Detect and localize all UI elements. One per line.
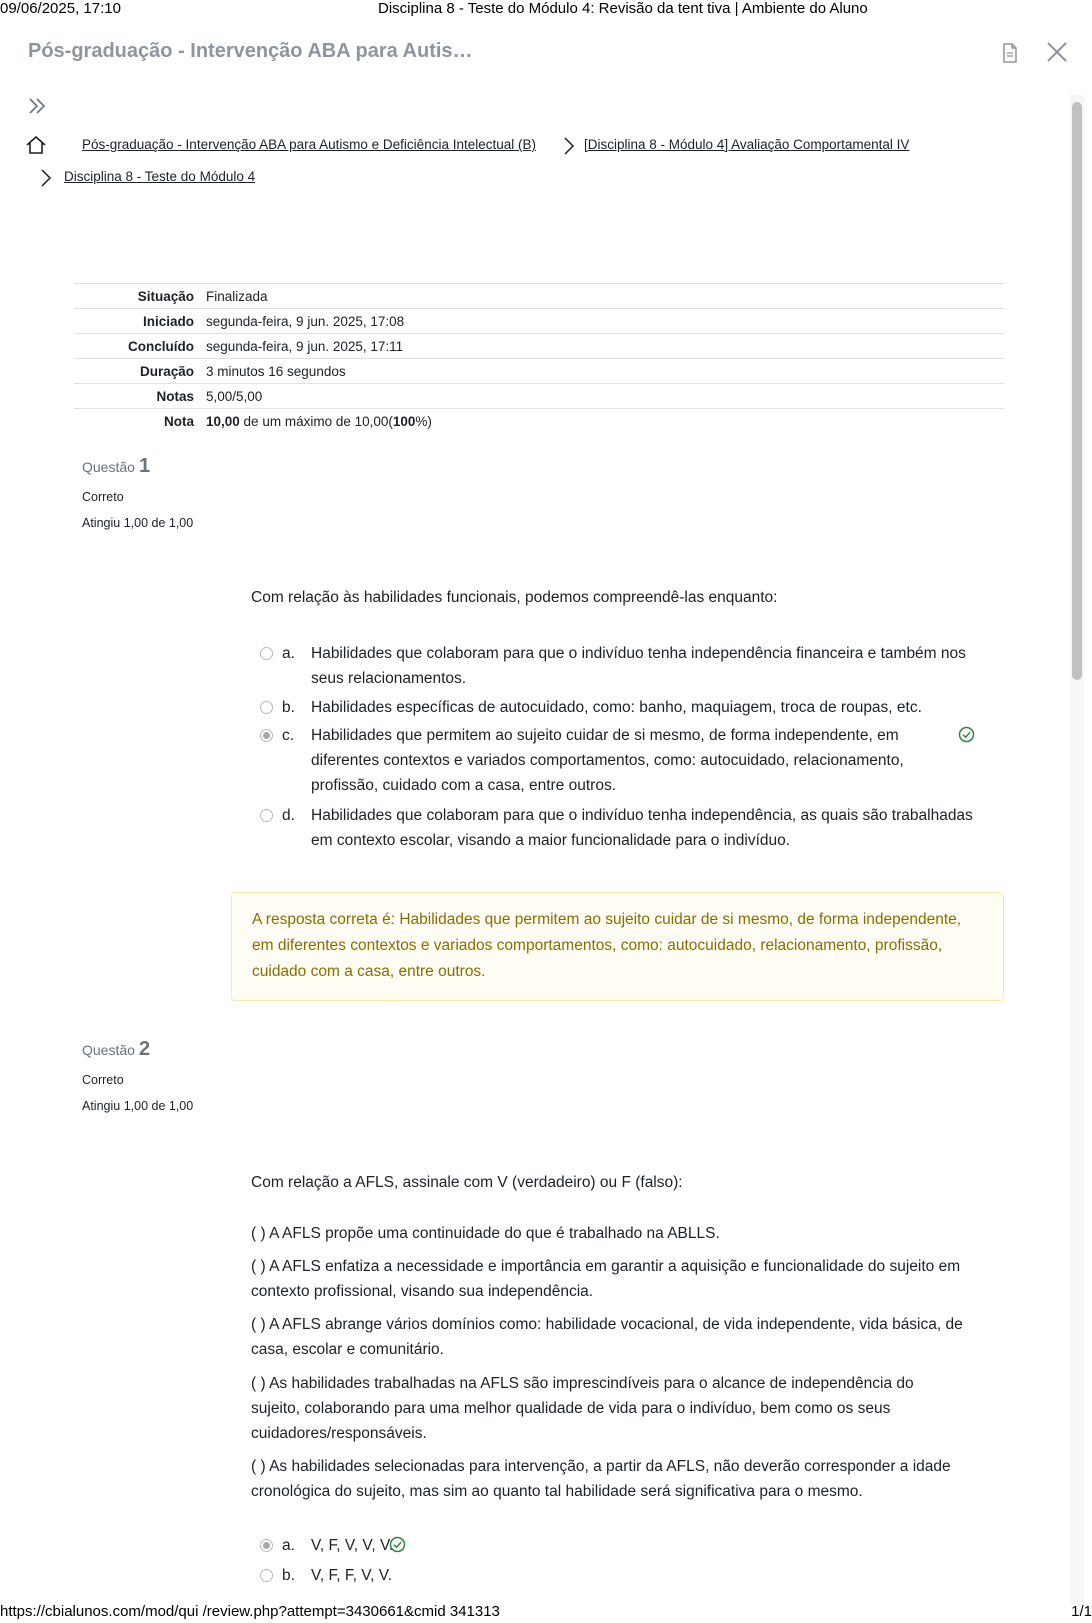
scrollbar-thumb[interactable]: [1072, 102, 1082, 680]
summary-label: Iniciado: [142, 313, 194, 329]
question-label: Questão: [82, 459, 135, 475]
answer-letter: c.: [282, 727, 295, 744]
summary-label: Concluído: [128, 338, 194, 354]
answer-letter: b.: [282, 699, 295, 716]
answer-option[interactable]: [260, 641, 980, 691]
grade-label: Nota: [164, 413, 194, 429]
print-footer: [0, 1603, 1092, 1623]
summary-row-grade: [74, 409, 1004, 434]
print-page-number: 1/1: [1071, 1603, 1092, 1620]
breadcrumb-module[interactable]: [Disciplina 8 - Módulo 4] Avaliação Comportamental IV: [584, 137, 910, 152]
summary-value: segunda-feira, 9 jun. 2025, 17:11: [206, 338, 404, 354]
course-title: Pós-graduação - Intervenção ABA para Autis…: [28, 40, 473, 62]
print-header: [0, 0, 1092, 18]
tf-statement: ( ) As habilidades trabalhadas na AFLS são imprescindíveis para o alcance de independência do sujeito, colaborando para uma melhor qualidade de vida para o indivíduo, bem como os seus cuidadores/responsáveis.: [251, 1375, 914, 1442]
print-url: https://cbialunos.com/mod/qui /review.php?attempt=3430661&cmid 341313: [0, 1603, 500, 1620]
print-title: Disciplina 8 - Teste do Módulo 4: Revisão da tent tiva | Ambiente do Aluno: [378, 0, 868, 17]
question-num: 1: [138, 455, 151, 477]
attempt-summary-table: [74, 283, 1004, 434]
answer-letter: a.: [282, 1537, 295, 1554]
summary-label: Situação: [137, 288, 194, 304]
radio-button[interactable]: [260, 647, 273, 660]
summary-value: 3 minutos 16 segundos: [206, 363, 346, 379]
answer-text: Habilidades que colaboram para que o indivíduo tenha independência financeira e também nos seus relacionamentos.: [311, 645, 966, 687]
radio-button[interactable]: [260, 1569, 273, 1582]
question-grade: Atingiu 1,00 de 1,00: [82, 516, 194, 530]
question-state: Correto: [82, 1073, 124, 1087]
answer-text: Habilidades que colaboram para que o indivíduo tenha independência, as quais são trabalhadas em contexto escolar, visando a maior funcionalidade para o indivíduo.: [311, 807, 973, 849]
print-datetime: 09/06/2025, 17:10: [0, 0, 121, 17]
question-num: 2: [138, 1038, 151, 1060]
question-text: Com relação às habilidades funcionais, podemos compreendê-las enquanto:: [251, 589, 778, 606]
answer-text: Habilidades que permitem ao sujeito cuidar de si mesmo, de forma independente, em diferentes contextos e variados comportamentos, como: autocuidado, relacionamento, profissão, cuidado com a casa, entre outros.: [311, 727, 904, 794]
question-grade: Atingiu 1,00 de 1,00: [82, 1099, 194, 1113]
summary-value: 5,00/5,00: [206, 388, 263, 404]
summary-label: Duração: [139, 363, 194, 379]
answer-option[interactable]: [260, 695, 980, 720]
tf-statement: ( ) As habilidades selecionadas para intervenção, a partir da AFLS, não deverão corresponder a idade cronológica do sujeito, mas sim ao quanto tal habilidade será significativa para o mesmo.: [251, 1458, 951, 1500]
answer-option[interactable]: [260, 1563, 460, 1588]
answer-letter: d.: [282, 807, 295, 824]
question-label: Questão: [82, 1042, 135, 1058]
chevron-right-icon: [39, 168, 53, 188]
tf-statement: ( ) A AFLS abrange vários domínios como: habilidade vocacional, de vida independente, vida básica, de casa, escolar e comunitário.: [251, 1316, 963, 1358]
answer-option-selected[interactable]: [260, 723, 980, 798]
home-icon[interactable]: [25, 135, 47, 155]
answer-text: V, F, V, V, V.: [311, 1537, 394, 1554]
radio-button[interactable]: [260, 701, 273, 714]
question-number: [82, 1038, 193, 1061]
summary-row: [74, 384, 1004, 409]
answer-text: V, F, F, V, V.: [311, 1567, 393, 1584]
answer-text: Habilidades específicas de autocuidado, como: banho, maquiagem, troca de roupas, etc.: [311, 699, 922, 716]
radio-button-checked[interactable]: [260, 729, 273, 742]
summary-row: [74, 359, 1004, 384]
close-icon[interactable]: [1045, 40, 1069, 64]
radio-button[interactable]: [260, 809, 273, 822]
correct-check-icon: [958, 726, 975, 743]
radio-button-checked[interactable]: [260, 1539, 273, 1552]
chevron-right-icon: [562, 136, 576, 156]
grade-value: [206, 409, 1004, 434]
breadcrumb-quiz[interactable]: Disciplina 8 - Teste do Módulo 4: [64, 169, 256, 184]
grade-score: 10,00: [206, 413, 240, 429]
tf-statement: ( ) A AFLS enfatiza a necessidade e importância em garantir a aquisição e funcionalidade do sujeito em contexto profissional, visando sua independência.: [251, 1258, 961, 1300]
summary-row: [74, 309, 1004, 334]
grade-end: %): [415, 413, 432, 429]
summary-row: [74, 334, 1004, 359]
answer-option[interactable]: [260, 803, 980, 853]
question-text: Com relação a AFLS, assinale com V (verdadeiro) ou F (falso):: [251, 1174, 683, 1191]
summary-label: Notas: [156, 388, 194, 404]
answer-letter: a.: [282, 645, 295, 662]
question-number: [82, 455, 193, 478]
grade-percent: 100: [392, 413, 416, 429]
question-info: [82, 455, 193, 530]
answer-letter: b.: [282, 1567, 295, 1584]
tf-statement: ( ) A AFLS propõe uma continuidade do que é trabalhado na ABLLS.: [251, 1225, 720, 1242]
grade-middle: de um máximo de 10,00(: [239, 413, 393, 429]
expand-icon[interactable]: [27, 96, 47, 116]
summary-value: segunda-feira, 9 jun. 2025, 17:08: [206, 313, 405, 329]
answer-option-selected[interactable]: [260, 1533, 460, 1558]
summary-value: Finalizada: [206, 288, 268, 304]
question-state: Correto: [82, 490, 124, 504]
breadcrumb-course[interactable]: Pós-graduação - Intervenção ABA para Autismo e Deficiência Intelectual (B): [82, 137, 536, 152]
question-info: [82, 1038, 193, 1113]
summary-row: [74, 284, 1004, 309]
document-icon[interactable]: [1000, 42, 1020, 64]
correct-check-icon: [389, 1536, 406, 1553]
correct-answer-feedback: A resposta correta é: Habilidades que permitem ao sujeito cuidar de si mesmo, de forma independente, em diferentes contextos e variados comportamentos, como: autocuidado, relacionamento, profissão, cuidado com a casa, entre outros.: [231, 892, 1004, 1001]
